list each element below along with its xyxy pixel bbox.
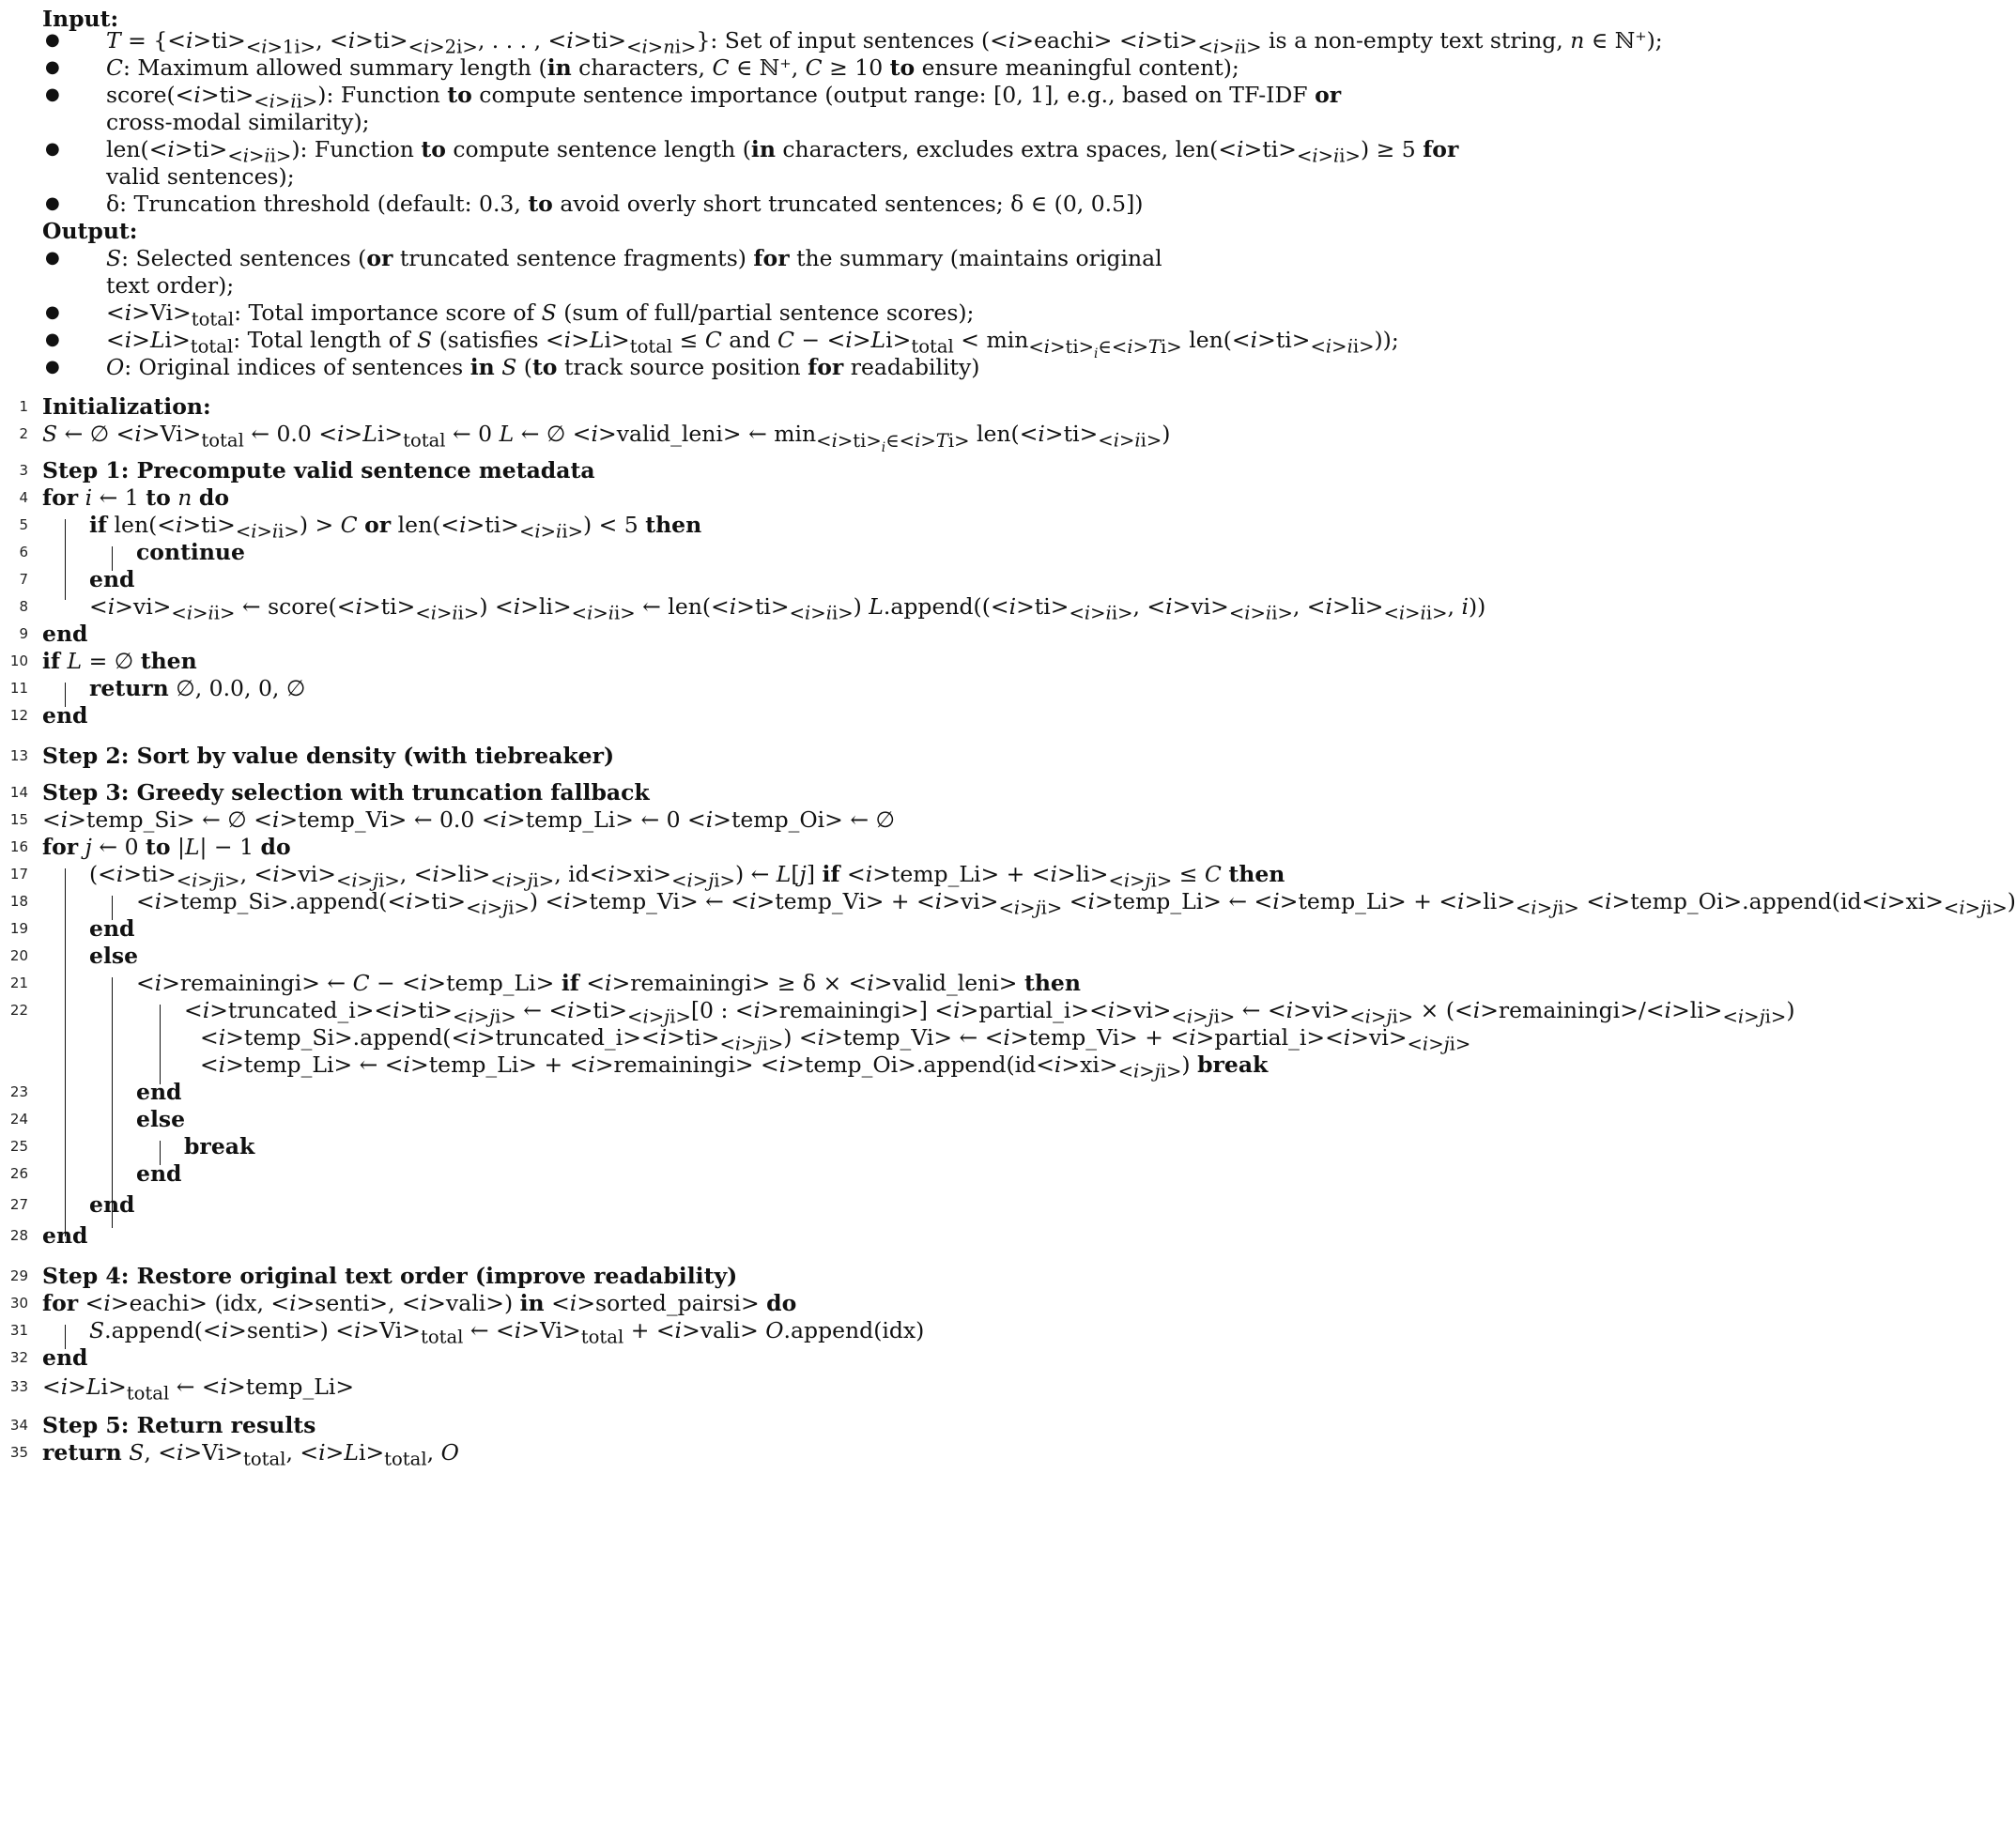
step-heading: Step 5: Return results: [42, 1412, 316, 1438]
code-text: end: [136, 1160, 182, 1187]
line-number: 26: [9, 1165, 28, 1182]
line-number: 7: [19, 571, 28, 588]
line-number: 20: [9, 947, 28, 964]
output-bullet-text: [0, 350, 1200, 384]
code-text: $<i>temp\_Si>.append(<i>truncated\_i><i>ti>_{<i>ji>})$ <i>temp_Vi> ← <i>temp_Vi> + $<i>partial\_i><i>vi>_{<i>ji>}$: [200, 1024, 1471, 1055]
block-indent-rule: [65, 519, 66, 600]
code-text: $<i>temp\_Si>.append(<i>ti>_{<i>ji>})$ <i>temp_Vi> ← <i>temp_Vi> + $<i>vi>_{<i>ji>}$ <i>temp_Li> ← <i>temp_Li> + $<i>li>_{<i>ji>}$ $<i>temp\_Oi>.append(id<i>xi>_{<i>ji>})$: [136, 888, 2016, 919]
code-text: $<i>Li>_{total}$ ← <i>temp_Li>: [42, 1374, 355, 1405]
code-text: end: [42, 621, 88, 647]
input-bullet-line: cross-modal similarity);: [106, 109, 370, 135]
line-number: 33: [9, 1378, 28, 1395]
code-text: return S, $<i>Vi>_{total}$, $<i>Li>_{total}$, O: [42, 1439, 459, 1470]
line-number: 35: [9, 1444, 28, 1461]
bullet-icon: ●: [45, 193, 60, 213]
bullet-icon: ●: [45, 357, 60, 376]
output-heading: Output:: [42, 218, 138, 244]
line-number: 16: [9, 838, 28, 855]
code-line: [0, 1219, 1200, 1252]
line-number: 15: [9, 811, 28, 828]
step-heading: Step 3: Greedy selection with truncation fallback: [42, 779, 650, 806]
step-heading: Step 4: Restore original text order (improve readability): [42, 1263, 738, 1289]
code-text: else: [89, 943, 139, 969]
line-number: 22: [9, 1002, 28, 1019]
bullet-icon: ●: [45, 139, 60, 159]
line-number: 8: [19, 598, 28, 615]
line-number: 24: [9, 1111, 28, 1128]
code-text: if L = ∅ then: [42, 648, 197, 674]
block-indent-rule: [65, 683, 66, 707]
code-text: for <i>eachi> (idx, <i>senti>, <i>vali>) in <i>sorted_pairsi> do: [42, 1290, 797, 1316]
code-text: else: [136, 1106, 186, 1132]
block-indent-rule: [112, 896, 113, 920]
line-number: 28: [9, 1227, 28, 1244]
input-bullet-line: $score(<i>ti>_{<i>ii>})$: Function to compute sentence importance (output range: [0, 1], e.g., based on TF-IDF or: [106, 82, 1342, 113]
line-number: 29: [9, 1267, 28, 1284]
input-bullet-line: δ: Truncation threshold (default: 0.3, to avoid overly short truncated sentences; δ ∈ (0, 0.5]): [106, 191, 1144, 217]
line-number: 14: [9, 784, 28, 801]
code-text: $<i>truncated\_i><i>ti>_{<i>ji>}$ ← $<i>ti>_{<i>ji>}[0$ : <i>remainingi>] $<i>partial\_i><i>vi>_{<i>ji>}$ ← $<i>vi>_{<i>ji>}$ × $(<i>remainingi>/<i>li>_{<i>ji>})$: [184, 997, 1795, 1028]
code-text: for j ← 0 to |L| − 1 do: [42, 834, 291, 860]
input-bullet-text: [0, 187, 1200, 221]
code-line: [0, 698, 1200, 732]
code-line: [0, 1157, 1200, 1190]
block-indent-rule: [112, 546, 113, 571]
code-text: S.append(<i>senti>) $<i>Vi>_{total}$ ← $<i>Vi>_{total}$ + <i>vali> O.append(idx): [89, 1317, 925, 1348]
code-text: end: [89, 915, 135, 942]
block-indent-rule: [160, 1005, 161, 1084]
line-number: 21: [9, 975, 28, 991]
line-number: 5: [19, 516, 28, 533]
line-number: 12: [9, 707, 28, 724]
code-line: [0, 739, 1200, 773]
output-bullet-line: $<i>Vi>_{total}$: Total importance score of S (sum of full/partial sentence scores);: [106, 299, 975, 330]
bullet-icon: ●: [45, 57, 60, 77]
bullet-icon: ●: [45, 330, 60, 349]
line-number: 9: [19, 625, 28, 642]
line-number: 6: [19, 544, 28, 560]
line-number: 3: [19, 462, 28, 479]
code-line: [0, 1188, 1200, 1221]
code-text: <i>temp_Si> ← ∅ <i>temp_Vi> ← 0.0 <i>temp_Li> ← 0 <i>temp_Oi> ← ∅: [42, 806, 895, 833]
bullet-icon: ●: [45, 248, 60, 268]
step-heading: Step 1: Precompute valid sentence metadata: [42, 457, 595, 484]
code-text: <i>temp_Li> ← <i>temp_Li> + <i>remainingi> $<i>temp\_Oi>.append(id<i>xi>_{<i>ji>})$ break: [200, 1051, 1269, 1082]
line-number: 27: [9, 1196, 28, 1213]
line-number: 13: [9, 747, 28, 764]
bullet-icon: ●: [45, 30, 60, 50]
code-text: for i ← 1 to n do: [42, 484, 229, 511]
input-bullet-line: C: Maximum allowed summary length (in characters, C ∈ ℕ⁺, C ≥ 10 to ensure meaningful content);: [106, 54, 1239, 81]
line-number: 32: [9, 1349, 28, 1366]
line-number: 19: [9, 920, 28, 937]
step-heading: Step 2: Sort by value density (with tiebreaker): [42, 743, 615, 769]
block-indent-rule: [65, 1325, 66, 1349]
code-text: end: [136, 1079, 182, 1105]
output-bullet-line: S: Selected sentences (or truncated sentence fragments) for the summary (maintains original: [106, 245, 1162, 271]
input-heading: Input:: [42, 6, 119, 32]
code-text: <i>remainingi> ← C − <i>temp_Li> if <i>remainingi> ≥ δ × <i>valid_leni> then: [136, 970, 1081, 996]
line-number: 17: [9, 866, 28, 883]
code-text: S ← ∅ $<i>Vi>_{total}$ ← $0.0 <i>Li>_{total}$ ← 0 L ← ∅ <i>valid_leni> ← $\min_{<i>ti>_i\in<i>Ti>} len(<i>ti>_{<i>ii>})$: [42, 421, 1171, 455]
line-number: 23: [9, 1083, 28, 1100]
input-bullet-line: $len(<i>ti>_{<i>ii>})$: Function to compute sentence length (in characters, excludes extra spaces, $len(<i>ti>_{<i>ii>}) \ge 5$ for: [106, 136, 1459, 167]
output-bullet-line: text order);: [106, 272, 235, 299]
line-number: 11: [9, 680, 28, 697]
code-line: [0, 1435, 1200, 1469]
line-number: 18: [9, 893, 28, 910]
block-indent-rule: [160, 1141, 161, 1165]
code-text: continue: [136, 539, 245, 565]
line-number: 4: [19, 489, 28, 506]
bullet-icon: ●: [45, 302, 60, 322]
code-text: end: [42, 702, 88, 729]
line-number: 30: [9, 1295, 28, 1312]
line-number: 34: [9, 1417, 28, 1434]
code-text: if $len(<i>ti>_{<i>ii>}) > C$ or $len(<i>ti>_{<i>ii>}) < 5$ then: [89, 512, 702, 543]
bullet-icon: ●: [45, 84, 60, 104]
input-bullet-line: valid sentences);: [106, 163, 295, 190]
code-text: end: [42, 1222, 88, 1249]
code-text: end: [89, 1191, 135, 1218]
line-number: 1: [19, 398, 28, 415]
code-line: [0, 1370, 1200, 1404]
line-number: 25: [9, 1138, 28, 1155]
code-text: ($<i>ti>_{<i>ji>}$, $<i>vi>_{<i>ji>}$, $<i>li>_{<i>ji>}$, $id<i>xi>_{<i>ji>}$) ← L[j] if <i>temp_Li> + $<i>li>_{<i>ji>} \le C$ then: [89, 861, 1285, 892]
code-text: end: [42, 1344, 88, 1371]
input-bullet-line: $T = \{<i>ti>_{<i>1i>}$, $<i>ti>_{<i>2i>}$, . . . , $<i>ti>_{<i>ni>}$}: Set of input sentences (<i>eachi> $<i>ti>_{<i>ii>}$ is a non-empty text string, n ∈ ℕ⁺);: [106, 27, 1663, 58]
code-text: return ∅, 0.0, 0, ∅: [89, 675, 306, 701]
block-indent-rule: [112, 977, 113, 1228]
output-bullet-line: O: Original indices of sentences in S (to track source position for readability): [106, 354, 980, 380]
code-line: [0, 417, 1200, 455]
block-indent-rule: [65, 868, 66, 1236]
code-text: end: [89, 566, 135, 592]
code-text: $<i>vi>_{<i>ii>}$ ← $score(<i>ti>_{<i>ii>}) <i>li>_{<i>ii>}$ ← $len(<i>ti>_{<i>ii>})$ $L.append((<i>ti>_{<i>ii>}$, $<i>vi>_{<i>ii>}$, $<i>li>_{<i>ii>}$, i)): [89, 593, 1486, 624]
line-number: 10: [9, 652, 28, 669]
line-number: 2: [19, 425, 28, 442]
code-text: break: [184, 1133, 255, 1159]
output-bullet-line: $<i>Li>_{total}$: Total length of S (satisfies $<i>Li>_{total} \le C$ and $C - <i>Li>_{total} < \min_{<i>ti>_i\in<i>Ti>} len(<i>ti>_{<i>ii>})$);: [106, 327, 1399, 361]
step-heading: Initialization:: [42, 393, 211, 420]
line-number: 31: [9, 1322, 28, 1339]
